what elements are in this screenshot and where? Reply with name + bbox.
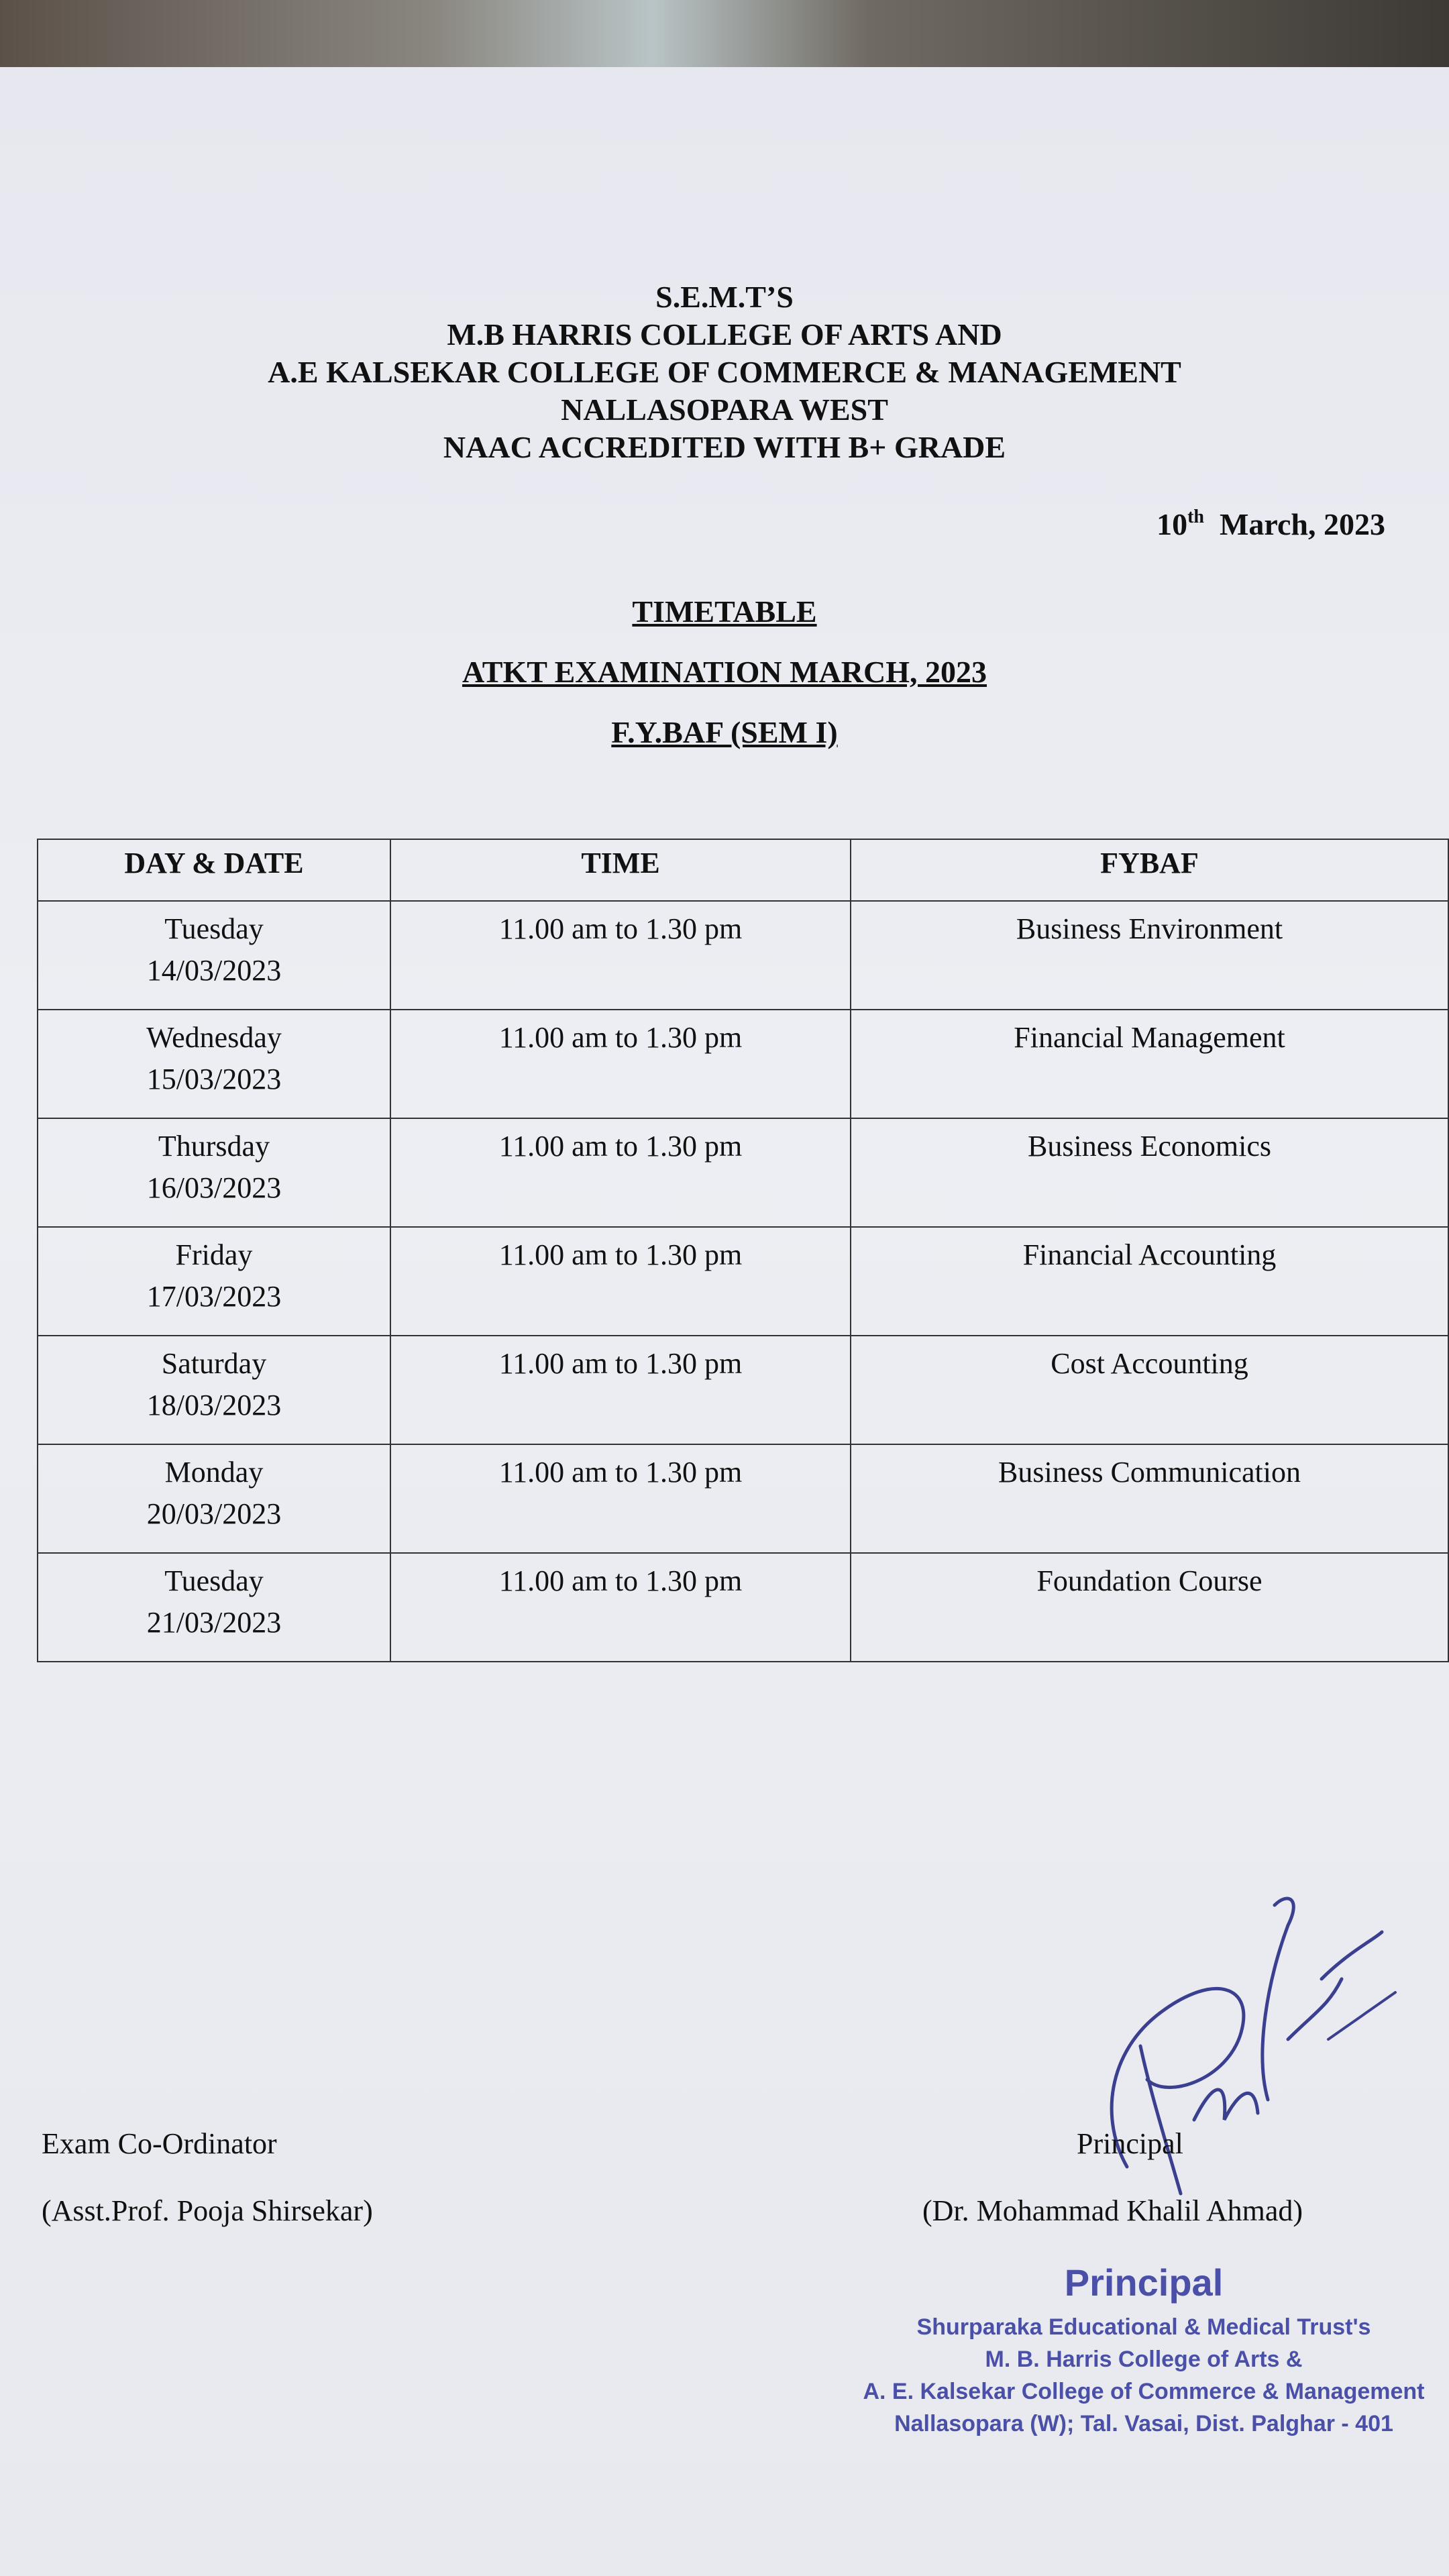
- principal-stamp: [839, 2261, 1449, 2440]
- time-cell: 11.00 am to 1.30 pm: [390, 901, 851, 1010]
- date: 17/03/2023: [146, 1280, 282, 1313]
- day-date-cell: [38, 1010, 390, 1118]
- date: 14/03/2023: [146, 954, 282, 987]
- table-row: [38, 1336, 1448, 1444]
- day-date-cell: [38, 1553, 390, 1662]
- stamp-college-commerce: A. E. Kalsekar College of Commerce & Management: [863, 2379, 1425, 2404]
- column-header-day-date: DAY & DATE: [38, 839, 390, 901]
- day: Tuesday: [164, 1564, 264, 1597]
- subject-cell: Business Economics: [851, 1118, 1448, 1227]
- time-cell: 11.00 am to 1.30 pm: [390, 1227, 851, 1336]
- day-date-cell: [38, 1227, 390, 1336]
- day-date-cell: [38, 1444, 390, 1553]
- time-cell: 11.00 am to 1.30 pm: [390, 1553, 851, 1662]
- day: Monday: [164, 1456, 264, 1489]
- exam-title: ATKT EXAMINATION MARCH, 2023: [462, 655, 987, 689]
- coordinator-name: (Asst.Prof. Pooja Shirsekar): [42, 2194, 373, 2227]
- issue-date-day: 10: [1157, 507, 1188, 541]
- timetable-title: TIMETABLE: [632, 594, 817, 629]
- date: 21/03/2023: [146, 1606, 282, 1639]
- issue-date-suffix: th: [1187, 506, 1204, 527]
- date: 16/03/2023: [146, 1171, 282, 1204]
- table-header-row: [38, 839, 1448, 901]
- day: Wednesday: [146, 1021, 282, 1054]
- day-date-cell: [38, 1118, 390, 1227]
- college-name-arts: M.B HARRIS COLLEGE OF ARTS AND: [447, 317, 1002, 352]
- column-header-subject: FYBAF: [851, 839, 1448, 901]
- table-row: [38, 1118, 1448, 1227]
- subject-cell: Financial Management: [851, 1010, 1448, 1118]
- principal-role: Principal: [1077, 2127, 1183, 2160]
- stamp-trust-name: Shurparaka Educational & Medical Trust's: [916, 2314, 1371, 2340]
- time-cell: 11.00 am to 1.30 pm: [390, 1118, 851, 1227]
- subject-cell: Business Communication: [851, 1444, 1448, 1553]
- college-location: NALLASOPARA WEST: [561, 392, 888, 427]
- day: Friday: [175, 1238, 253, 1271]
- time-cell: 11.00 am to 1.30 pm: [390, 1444, 851, 1553]
- document-page: [0, 67, 1449, 2576]
- coordinator-role: Exam Co-Ordinator: [42, 2127, 277, 2160]
- class-title: F.Y.BAF (SEM I): [611, 715, 838, 749]
- table-row: [38, 1227, 1448, 1336]
- date: 15/03/2023: [146, 1063, 282, 1095]
- time-cell: 11.00 am to 1.30 pm: [390, 1336, 851, 1444]
- column-header-time: TIME: [390, 839, 851, 901]
- day: Saturday: [161, 1347, 267, 1380]
- date: 18/03/2023: [146, 1389, 282, 1421]
- trust-name: S.E.M.T’S: [655, 280, 794, 314]
- stamp-address: Nallasopara (W); Tal. Vasai, Dist. Palghar - 401: [894, 2411, 1393, 2436]
- subject-cell: Business Environment: [851, 901, 1448, 1010]
- principal-signature: [1087, 1878, 1409, 2227]
- table-row: [38, 1444, 1448, 1553]
- principal-name: (Dr. Mohammad Khalil Ahmad): [922, 2194, 1303, 2227]
- subject-cell: Foundation Course: [851, 1553, 1448, 1662]
- table-row: [38, 901, 1448, 1010]
- table-row: [38, 1553, 1448, 1662]
- day: Thursday: [158, 1130, 270, 1163]
- stamp-college-arts: M. B. Harris College of Arts &: [985, 2347, 1303, 2372]
- college-header: [0, 278, 1449, 466]
- day-date-cell: [38, 1336, 390, 1444]
- date: 20/03/2023: [146, 1497, 282, 1530]
- issue-date: [1157, 506, 1385, 542]
- day: Tuesday: [164, 912, 264, 945]
- college-name-commerce: A.E KALSEKAR COLLEGE OF COMMERCE & MANAGEMENT: [268, 355, 1181, 389]
- subject-cell: Cost Accounting: [851, 1336, 1448, 1444]
- issue-date-rest: March, 2023: [1219, 507, 1385, 541]
- exam-timetable: [37, 839, 1449, 1662]
- day-date-cell: [38, 901, 390, 1010]
- table-row: [38, 1010, 1448, 1118]
- stamp-title: Principal: [1064, 2261, 1224, 2304]
- time-cell: 11.00 am to 1.30 pm: [390, 1010, 851, 1118]
- accreditation: NAAC ACCREDITED WITH B+ GRADE: [443, 430, 1006, 464]
- subject-cell: Financial Accounting: [851, 1227, 1448, 1336]
